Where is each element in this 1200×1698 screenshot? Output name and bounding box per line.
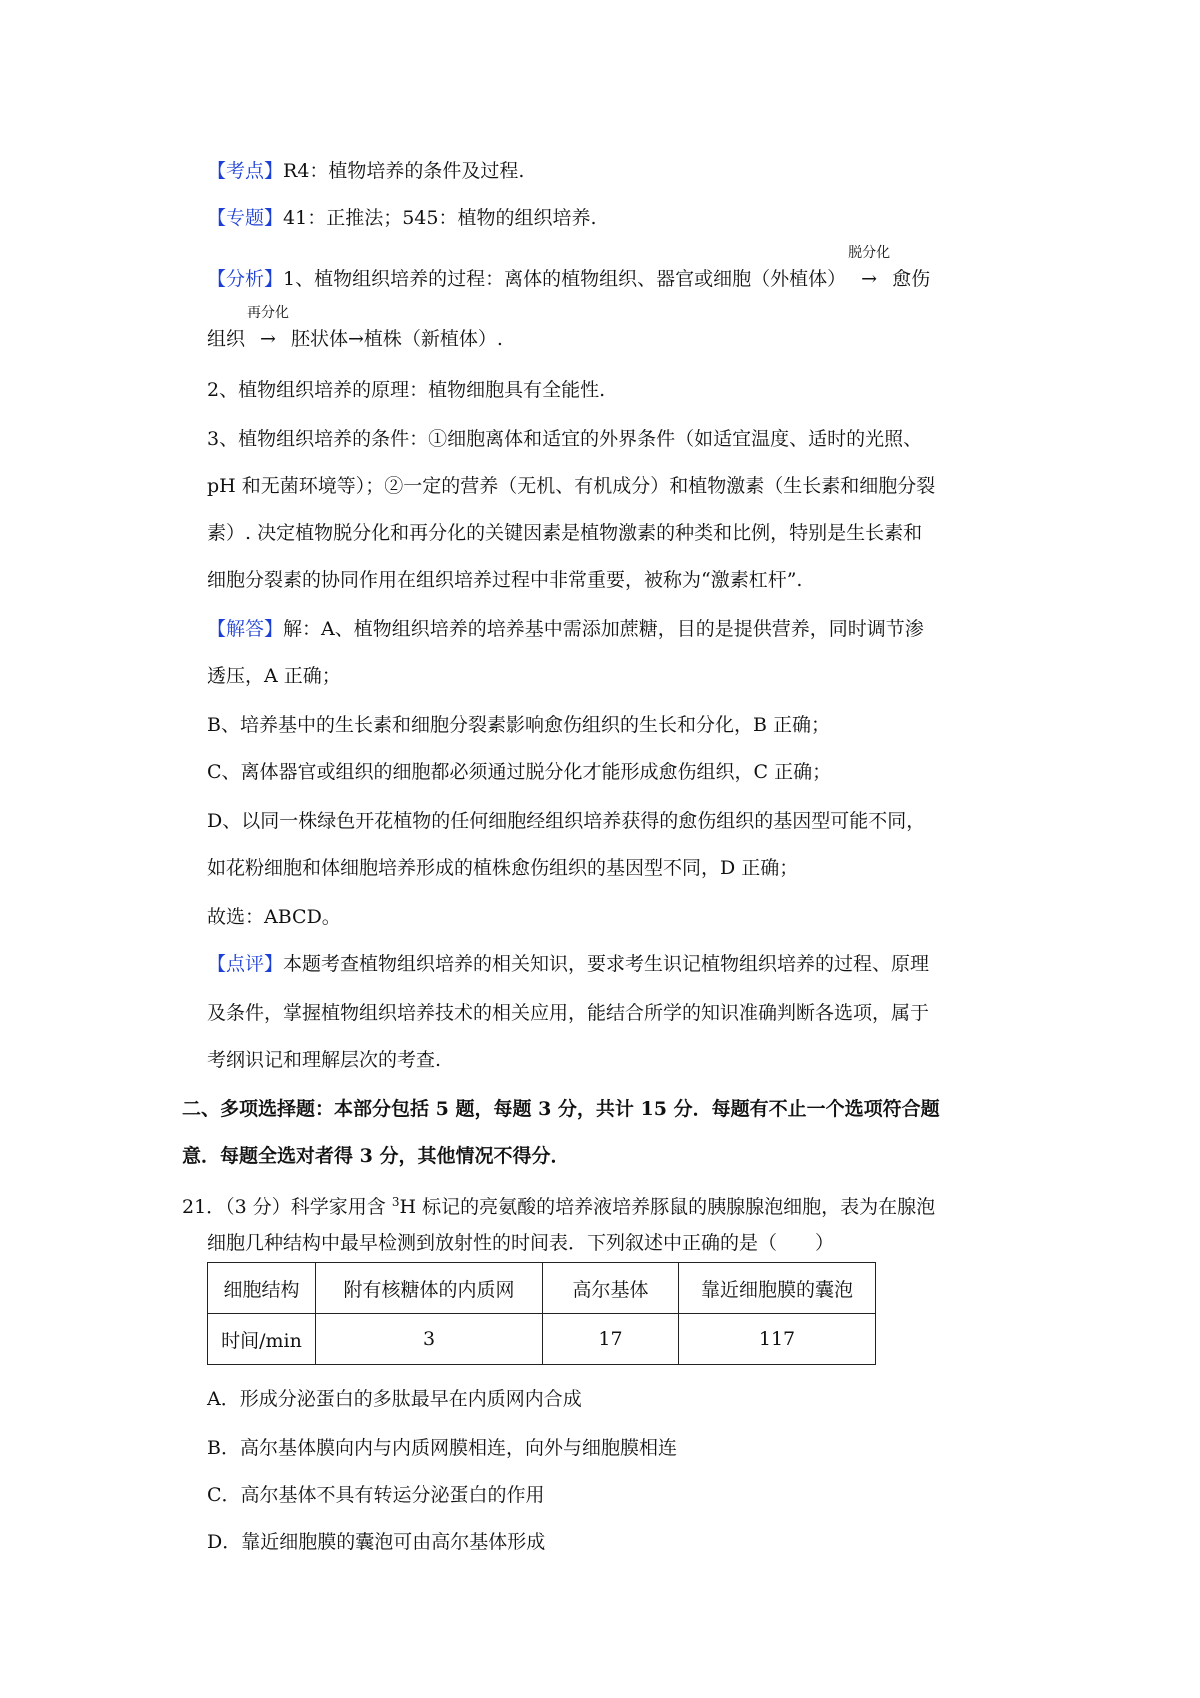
arrow-icon: → (861, 268, 878, 290)
dianping-line-3: 考纲识记和理解层次的考查. (207, 1049, 442, 1071)
table-cell: 时间/min (208, 1314, 316, 1365)
option-b: B．高尔基体膜向内与内质网膜相连，向外与细胞膜相连 (207, 1437, 677, 1459)
jieda-tag: 【解答】 (207, 618, 284, 640)
fenxi-line-3: 2、植物组织培养的原理：植物细胞具有全能性. (207, 379, 606, 401)
redifferentiation-arrow (245, 305, 291, 350)
option-c: C．高尔基体不具有转运分泌蛋白的作用 (207, 1484, 545, 1506)
jieda-line-1: 【解答】解：A、植物组织培养的培养基中需添加蔗糖，目的是提供营养，同时调节渗 (207, 618, 924, 640)
dianping-line-1: 【点评】本题考查植物组织培养的相关知识，要求考生识记植物组织培养的过程、原理 (207, 953, 930, 975)
fenxi-line-1: 【分析】1、植物组织培养的过程：离体的植物组织、器官或细胞（外植体） 脱分化 → 愈伤 (207, 245, 931, 290)
section2-heading-line-1: 二、多项选择题：本部分包括 5 题，每题 3 分，共计 15 分．每题有不止一个选项符合题 (182, 1098, 940, 1120)
jieda-line-3: B、培养基中的生长素和细胞分裂素影响愈伤组织的生长和分化，B 正确； (207, 714, 830, 736)
table-cell: 附有核糖体的内质网 (316, 1263, 543, 1314)
table-cell: 117 (679, 1314, 876, 1365)
table-row (208, 1263, 876, 1314)
kaodian-tag: 【考点】 (207, 160, 284, 182)
table-cell: 细胞结构 (208, 1263, 316, 1314)
section2-heading-line-2: 意．每题全选对者得 3 分，其他情况不得分． (182, 1145, 570, 1167)
dedifferentiation-label: 脱分化 (848, 245, 891, 261)
dedifferentiation-arrow (846, 245, 892, 290)
q21-line-1: 21．（3 分）科学家用含 $^3$H 标记的亮氨酸的培养液培养豚鼠的胰腺腺泡细胞，表为在腺泡 (182, 1195, 936, 1218)
jieda-line-6: 如花粉细胞和体细胞培养形成的植株愈伤组织的基因型不同，D 正确； (207, 857, 799, 879)
fenxi-line-6: 素）. 决定植物脱分化和再分化的关键因素是植物激素的种类和比例，特别是生长素和 (207, 522, 923, 544)
jieda-line-4: C、离体器官或组织的细胞都必须通过脱分化才能形成愈伤组织，C 正确； (207, 761, 832, 783)
table-cell: 17 (543, 1314, 679, 1365)
option-d: D．靠近细胞膜的囊泡可由高尔基体形成 (207, 1531, 546, 1553)
arrow-icon: → (260, 328, 276, 350)
zhuanti-line (207, 209, 597, 228)
table-row (208, 1314, 876, 1365)
jieda-line-7: 故选：ABCD。 (207, 906, 341, 928)
table-cell: 3 (316, 1314, 543, 1365)
kaodian-text: R4：植物培养的条件及过程. (283, 160, 525, 182)
q21-line-2: 细胞几种结构中最早检测到放射性的时间表．下列叙述中正确的是（ ） (207, 1232, 835, 1254)
zhuanti-text: 41：正推法；545：植物的组织培养. (283, 207, 597, 229)
jieda-line-2: 透压，A 正确； (207, 665, 341, 687)
table-cell: 靠近细胞膜的囊泡 (679, 1263, 876, 1314)
fenxi-line-7: 细胞分裂素的协同作用在组织培养过程中非常重要，被称为“激素杠杆”. (207, 569, 803, 591)
fenxi-line-5: pH 和无菌环境等）；②一定的营养（无机、有机成分）和植物激素（生长素和细胞分裂 (207, 475, 936, 497)
redifferentiation-label: 再分化 (247, 305, 290, 321)
fenxi-line-4: 3、植物组织培养的条件：①细胞离体和适宜的外界条件（如适宜温度、适时的光照、 (207, 428, 923, 450)
dianping-line-2: 及条件，掌握植物组织培养技术的相关应用，能结合所学的知识准确判断各选项，属于 (207, 1002, 930, 1024)
kaodian-line (207, 162, 524, 181)
dianping-tag: 【点评】 (207, 953, 284, 975)
fenxi-tag: 【分析】 (207, 268, 284, 290)
jieda-line-5: D、以同一株绿色开花植物的任何细胞经组织培养获得的愈伤组织的基因型可能不同， (207, 810, 926, 832)
option-a: A．形成分泌蛋白的多肽最早在内质网内合成 (207, 1388, 582, 1410)
zhuanti-tag: 【专题】 (207, 207, 284, 229)
fenxi-line-2: 组织 再分化 → 胚状体→植株（新植体）. (207, 305, 503, 350)
table-cell: 高尔基体 (543, 1263, 679, 1314)
data-table (207, 1262, 876, 1365)
